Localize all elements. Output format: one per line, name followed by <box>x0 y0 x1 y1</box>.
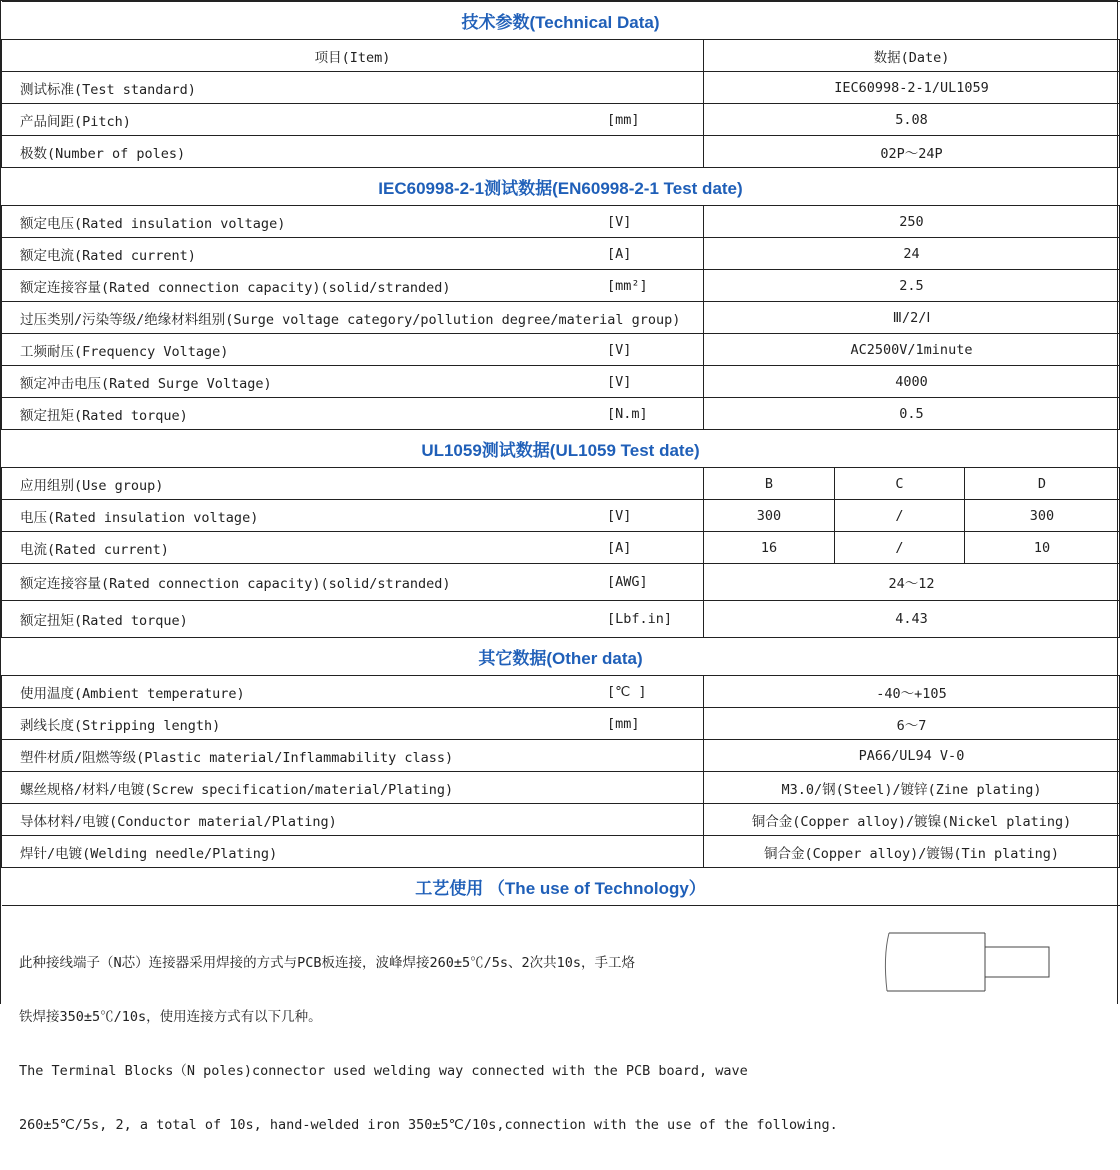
row-label-cell <box>2 136 704 168</box>
section-title-ul-row <box>2 430 1120 468</box>
group-b-value: B <box>704 468 835 500</box>
row-label: 使用温度(Ambient temperature) <box>20 685 245 702</box>
row-label-cell <box>2 334 704 366</box>
row-value: 2.5 <box>704 270 1120 302</box>
group-c-value: C <box>835 468 965 500</box>
table-row <box>2 500 1120 532</box>
column-header-item: 项目(Item) <box>2 40 704 72</box>
row-value: 0.5 <box>704 398 1120 430</box>
table-row <box>2 532 1120 564</box>
row-label: 极数(Number of poles) <box>20 145 186 162</box>
section-title-iec-row <box>2 168 1120 206</box>
section-title-technical: 技术参数(Technical Data) <box>2 2 1120 40</box>
group-b-value: 16 <box>704 532 835 564</box>
row-label: 额定冲击电压(Rated Surge Voltage) <box>20 375 272 392</box>
row-label-cell <box>2 398 704 430</box>
row-label: 导体材料/电镀(Conductor material/Plating) <box>20 813 337 830</box>
row-unit: [V] <box>607 507 632 524</box>
table-row <box>2 676 1120 708</box>
table-row <box>2 468 1120 500</box>
row-label: 产品间距(Pitch) <box>20 113 131 130</box>
row-value: 铜合金(Copper alloy)/镀锡(Tin plating) <box>704 836 1120 868</box>
table-row <box>2 302 1120 334</box>
row-value: 5.08 <box>704 104 1120 136</box>
row-label-cell <box>2 238 704 270</box>
table-row <box>2 206 1120 238</box>
row-value: 02P～24P <box>704 136 1120 168</box>
row-unit: [A] <box>607 245 632 262</box>
table-row <box>2 601 1120 638</box>
row-value: 250 <box>704 206 1120 238</box>
row-unit: [Lbf.in] <box>607 611 673 627</box>
row-label: 额定连接容量(Rated connection capacity)(solid/stranded) <box>20 279 451 296</box>
row-label-cell <box>2 804 704 836</box>
group-d-value: 300 <box>965 500 1120 532</box>
table-row <box>2 836 1120 868</box>
table-row <box>2 772 1120 804</box>
row-value: Ⅲ/2/Ⅰ <box>704 302 1120 334</box>
row-label-cell <box>2 564 704 601</box>
row-unit: [V] <box>607 341 632 358</box>
section-title-technology-row <box>2 868 1120 906</box>
row-label: 电流(Rated current) <box>20 541 169 558</box>
table-row <box>2 334 1120 366</box>
technology-line: 260±5℃/5s, 2, a total of 10s, hand-welded iron 350±5℃/10s,connection with the use of the following. <box>19 1117 838 1133</box>
row-unit: [℃ ] <box>607 683 647 700</box>
table-row <box>2 366 1120 398</box>
section-title-other-row <box>2 638 1120 676</box>
pin-diagram-icon <box>881 927 1056 997</box>
row-value: 4000 <box>704 366 1120 398</box>
row-unit: [V] <box>607 373 632 390</box>
table-row <box>2 564 1120 601</box>
row-value: PA66/UL94 V-0 <box>704 740 1120 772</box>
row-value: IEC60998-2-1/UL1059 <box>704 72 1120 104</box>
row-label: 电压(Rated insulation voltage) <box>20 509 259 526</box>
row-value: M3.0/钢(Steel)/镀锌(Zine plating) <box>704 772 1120 804</box>
row-label-cell <box>2 601 704 638</box>
row-label: 螺丝规格/材料/电镀(Screw specification/material/Plating) <box>20 781 454 798</box>
row-label: 过压类别/污染等级/绝缘材料组别(Surge voltage category/pollution degree/material group) <box>20 311 681 328</box>
row-unit: [mm] <box>607 715 640 732</box>
row-label: 焊针/电镀(Welding needle/Plating) <box>20 845 278 862</box>
row-value: -40～+105 <box>704 676 1120 708</box>
table-row <box>2 398 1120 430</box>
row-value: AC2500V/1minute <box>704 334 1120 366</box>
row-label: 额定连接容量(Rated connection capacity)(solid/stranded) <box>20 576 451 592</box>
group-b-value: 300 <box>704 500 835 532</box>
row-label-cell <box>2 72 704 104</box>
row-label-cell <box>2 270 704 302</box>
row-unit: [V] <box>607 213 632 230</box>
row-label-cell <box>2 468 704 500</box>
column-header-data: 数据(Date) <box>704 40 1120 72</box>
group-d-value: 10 <box>965 532 1120 564</box>
technology-line: 铁焊接350±5℃/10s，使用连接方式有以下几种。 <box>19 1009 322 1025</box>
row-value: 24 <box>704 238 1120 270</box>
row-label-cell <box>2 740 704 772</box>
technology-line: 此种接线端子（N芯）连接器采用焊接的方式与PCB板连接，波峰焊接260±5℃/5s、2次共10s，手工烙 <box>19 955 636 971</box>
row-label: 塑件材质/阻燃等级(Plastic material/Inflammability class) <box>20 749 454 766</box>
row-label-cell <box>2 532 704 564</box>
row-label: 应用组别(Use group) <box>20 477 164 494</box>
section-title-technology: 工艺使用 （The use of Technology） <box>2 868 1120 906</box>
row-label: 额定电压(Rated insulation voltage) <box>20 215 286 232</box>
table-row <box>2 708 1120 740</box>
row-label: 剥线长度(Stripping length) <box>20 717 221 734</box>
row-value: 4.43 <box>704 601 1120 638</box>
row-value: 24～12 <box>704 564 1120 601</box>
row-label-cell <box>2 104 704 136</box>
section-title-other: 其它数据(Other data) <box>2 638 1120 676</box>
row-label: 测试标准(Test standard) <box>20 81 196 98</box>
row-label-cell <box>2 500 704 532</box>
row-unit: [A] <box>607 539 632 556</box>
technology-text <box>19 918 838 1170</box>
table-row <box>2 804 1120 836</box>
table-row <box>2 238 1120 270</box>
row-label: 额定扭矩(Rated torque) <box>20 613 188 629</box>
table-row <box>2 72 1120 104</box>
section-title-iec: IEC60998-2-1测试数据(EN60998-2-1 Test date) <box>2 168 1120 206</box>
group-c-value: / <box>835 500 965 532</box>
group-c-value: / <box>835 532 965 564</box>
row-label-cell <box>2 772 704 804</box>
group-d-value: D <box>965 468 1120 500</box>
row-unit: [N.m] <box>607 405 648 422</box>
row-label-cell <box>2 366 704 398</box>
row-label-cell <box>2 708 704 740</box>
row-value: 铜合金(Copper alloy)/镀镍(Nickel plating) <box>704 804 1120 836</box>
spec-table <box>1 1 1120 906</box>
row-label-cell <box>2 676 704 708</box>
table-row <box>2 740 1120 772</box>
row-label-cell <box>2 206 704 238</box>
row-label: 工频耐压(Frequency Voltage) <box>20 343 229 360</box>
row-unit: [AWG] <box>607 574 648 590</box>
row-label-cell <box>2 302 704 334</box>
technology-line: The Terminal Blocks（N poles)connector used welding way connected with the PCB board, wave <box>19 1063 748 1079</box>
table-row <box>2 104 1120 136</box>
column-header-row <box>2 40 1120 72</box>
row-value: 6～7 <box>704 708 1120 740</box>
row-unit: [mm] <box>607 111 640 128</box>
row-unit: [mm²] <box>607 277 648 294</box>
row-label: 额定电流(Rated current) <box>20 247 196 264</box>
row-label-cell <box>2 836 704 868</box>
row-label: 额定扭矩(Rated torque) <box>20 407 188 424</box>
section-title-technical-row <box>2 2 1120 40</box>
table-row <box>2 270 1120 302</box>
table-row <box>2 136 1120 168</box>
section-title-ul: UL1059测试数据(UL1059 Test date) <box>2 430 1120 468</box>
